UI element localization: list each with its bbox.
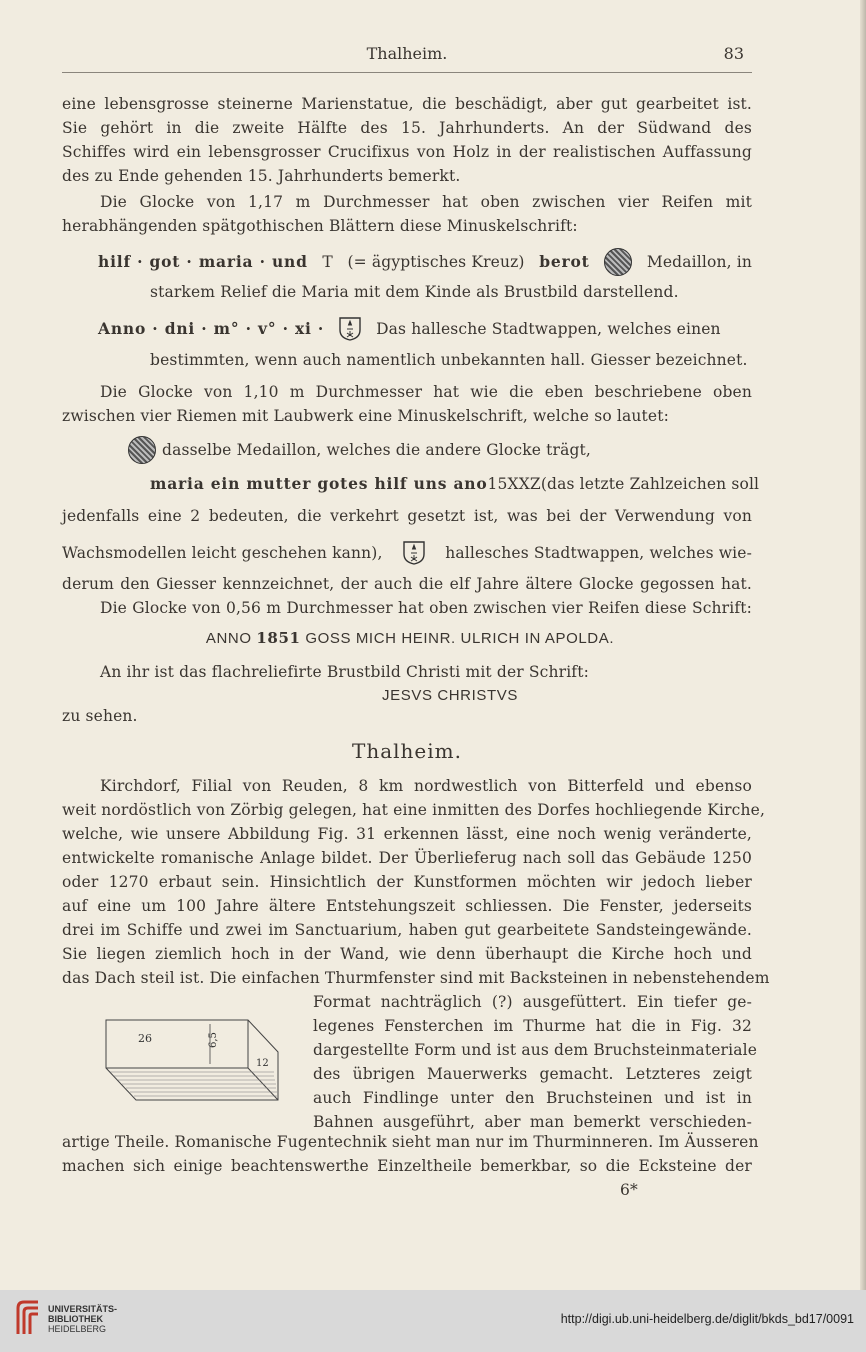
medallion-icon bbox=[604, 248, 632, 276]
library-name bbox=[48, 1304, 117, 1334]
text-line: des zu Ende gehenden 15. Jahrhunderts bemerkt. bbox=[62, 167, 461, 185]
text-line: Sie gehört in die zweite Hälfte des 15. Jahrhunderts. An der Südwand des bbox=[62, 119, 752, 137]
inscription-text: GOSS MICH HEINR. ULRICH IN APOLDA. bbox=[305, 630, 615, 647]
medallion-icon bbox=[128, 436, 156, 464]
text-line: An ihr ist das flachreliefirte Brustbild Christi mit der Schrift: bbox=[100, 663, 589, 681]
footer-bar bbox=[0, 1290, 866, 1352]
cross-note: (= ägyptisches Kreuz) bbox=[347, 253, 525, 271]
figure-label-height: 6,5 bbox=[208, 1032, 219, 1048]
coat-of-arms-icon bbox=[338, 316, 362, 342]
text-line: Schiffes wird ein lebensgrosser Crucifixus von Holz in der realistischen Auffassung bbox=[62, 143, 752, 161]
text-line: dargestellte Form und ist aus dem Bruchsteinmateriale bbox=[313, 1041, 758, 1059]
text-line: zwischen vier Riemen mit Laubwerk eine Minuskelschrift, welche so lautet: bbox=[62, 407, 669, 425]
section-title: Thalheim. bbox=[352, 739, 462, 763]
cross-symbol: T bbox=[322, 253, 333, 271]
text-line: Bahnen ausgeführt, aber man bemerkt verschieden- bbox=[313, 1113, 752, 1131]
inscription-year: 1851 bbox=[256, 629, 301, 647]
brick-drawing bbox=[98, 1012, 288, 1112]
text-line: auf eine um 100 Jahre ältere Entstehungszeit schliessen. Die Fenster, jederseits bbox=[62, 897, 752, 915]
text-line: Kirchdorf, Filial von Reuden, 8 km nordwestlich von Bitterfeld und ebenso bbox=[100, 777, 752, 795]
text-line: artige Theile. Romanische Fugentechnik sieht man nur im Thurminneren. Im Äusseren bbox=[62, 1133, 759, 1151]
text-line: das Dach steil ist. Die einfachen Thurmfenster sind mit Backsteinen in nebenstehendem bbox=[62, 969, 770, 987]
wappen-text-after: hallesches Stadtwappen, welches wie- bbox=[445, 544, 752, 562]
text-line: auch Findlinge unter den Bruchsteinen und ist in bbox=[313, 1089, 752, 1107]
text-line: welche, wie unsere Abbildung Fig. 31 erkennen lässt, eine noch wenig veränderte, bbox=[62, 825, 752, 843]
text-line: machen sich einige beachtenswerthe Einzeltheile bemerkbar, so die Ecksteine der bbox=[62, 1157, 752, 1175]
text-line: des übrigen Mauerwerks gemacht. Letzteres zeigt bbox=[313, 1065, 752, 1083]
text-line: derum den Giesser kennzeichnet, der auch die elf Jahre ältere Glocke gegossen hat. bbox=[62, 575, 752, 593]
inscription-line-3 bbox=[150, 474, 760, 494]
text-line: jedenfalls eine 2 bedeuten, die verkehrt gesetzt ist, was bei der Verwendung von bbox=[62, 507, 752, 525]
text-line: Sie liegen ziemlich hoch in der Wand, wie denn überhaupt die Kirche hoch und bbox=[62, 945, 752, 963]
text-line: legenes Fensterchen im Thurme hat die in Fig. 32 bbox=[313, 1017, 752, 1035]
text-line: weit nordöstlich von Zörbig gelegen, hat eine inmitten des Dorfes hochliegende Kirche, bbox=[62, 801, 766, 819]
gothic-inscription: Anno · dni · m° · v° · xi · bbox=[98, 319, 325, 338]
inscription-anno: ANNO bbox=[205, 630, 252, 647]
page-number: 83 bbox=[723, 44, 744, 63]
inscription-line-4 bbox=[120, 628, 700, 649]
text-line: drei im Schiffe und zwei im Sanctuarium, haben gut gearbeitete Sandsteingewände. bbox=[62, 921, 752, 939]
header-rule bbox=[62, 72, 752, 73]
source-url-link[interactable]: http://digi.ub.uni-heidelberg.de/diglit/bkds_bd17/0091 bbox=[560, 1312, 854, 1326]
running-title: Thalheim. bbox=[366, 44, 448, 63]
inscription-note: (das letzte Zahlzeichen soll bbox=[540, 475, 760, 493]
library-name-line: HEIDELBERG bbox=[48, 1324, 107, 1334]
date-inscription: 15XXZ bbox=[487, 475, 541, 493]
library-name-line: BIBLIOTHEK bbox=[48, 1314, 103, 1324]
sheet-signature: 6* bbox=[620, 1181, 638, 1199]
text-line: herabhängenden spätgothischen Blättern diese Minuskelschrift: bbox=[62, 217, 578, 235]
coat-of-arms-text: Das hallesche Stadtwappen, welches einen bbox=[376, 320, 721, 338]
text-line: zu sehen. bbox=[62, 707, 138, 725]
text-line: entwickelte romanische Anlage bildet. Der Überlieferug nach soll das Gebäude 1250 bbox=[62, 849, 752, 867]
medallion-text: Medaillon, in bbox=[646, 253, 752, 271]
coat-of-arms-icon bbox=[402, 540, 426, 566]
wappen-text-before: Wachsmodellen leicht geschehen kann), bbox=[62, 544, 383, 562]
inscription-line-2 bbox=[98, 316, 752, 342]
text-line: bestimmten, wenn auch namentlich unbekannten hall. Giesser bezeichnet. bbox=[150, 351, 748, 369]
university-logo-icon bbox=[14, 1300, 42, 1336]
brick-figure bbox=[98, 1012, 288, 1112]
running-header bbox=[62, 44, 752, 66]
text-line: Die Glocke von 1,10 m Durchmesser hat wie die eben beschriebene oben bbox=[100, 383, 752, 401]
text-line: Format nachträglich (?) ausgefüttert. Ein tiefer ge- bbox=[313, 993, 752, 1011]
text-line: Die Glocke von 0,56 m Durchmesser hat oben zwischen vier Reifen diese Schrift: bbox=[100, 599, 752, 617]
inscription-line-5: JESVS CHRISTVS bbox=[382, 687, 518, 704]
medallion-line bbox=[128, 436, 728, 464]
figure-label-length: 26 bbox=[138, 1032, 152, 1045]
text-line: Die Glocke von 1,17 m Durchmesser hat oben zwischen vier Reifen mit bbox=[100, 193, 752, 211]
figure-label-depth: 12 bbox=[256, 1058, 269, 1069]
wappen-line bbox=[62, 540, 752, 566]
gothic-inscription-2: berot bbox=[539, 252, 590, 271]
medallion-line-text: dasselbe Medaillon, welches die andere Glocke trägt, bbox=[162, 441, 591, 459]
text-line: eine lebensgrosse steinerne Marienstatue, die beschädigt, aber gut gearbeitet ist. bbox=[62, 95, 752, 113]
text-line: starkem Relief die Maria mit dem Kinde als Brustbild darstellend. bbox=[150, 283, 679, 301]
inscription-line-1 bbox=[98, 248, 752, 276]
gothic-inscription: hilf · got · maria · und bbox=[98, 252, 308, 271]
gothic-inscription: maria ein mutter gotes hilf uns ano bbox=[150, 474, 488, 493]
library-name-line: UNIVERSITÄTS- bbox=[48, 1304, 118, 1314]
text-line: oder 1270 erbaut sein. Hinsichtlich der Kunstformen möchten wir jedoch lieber bbox=[62, 873, 752, 891]
